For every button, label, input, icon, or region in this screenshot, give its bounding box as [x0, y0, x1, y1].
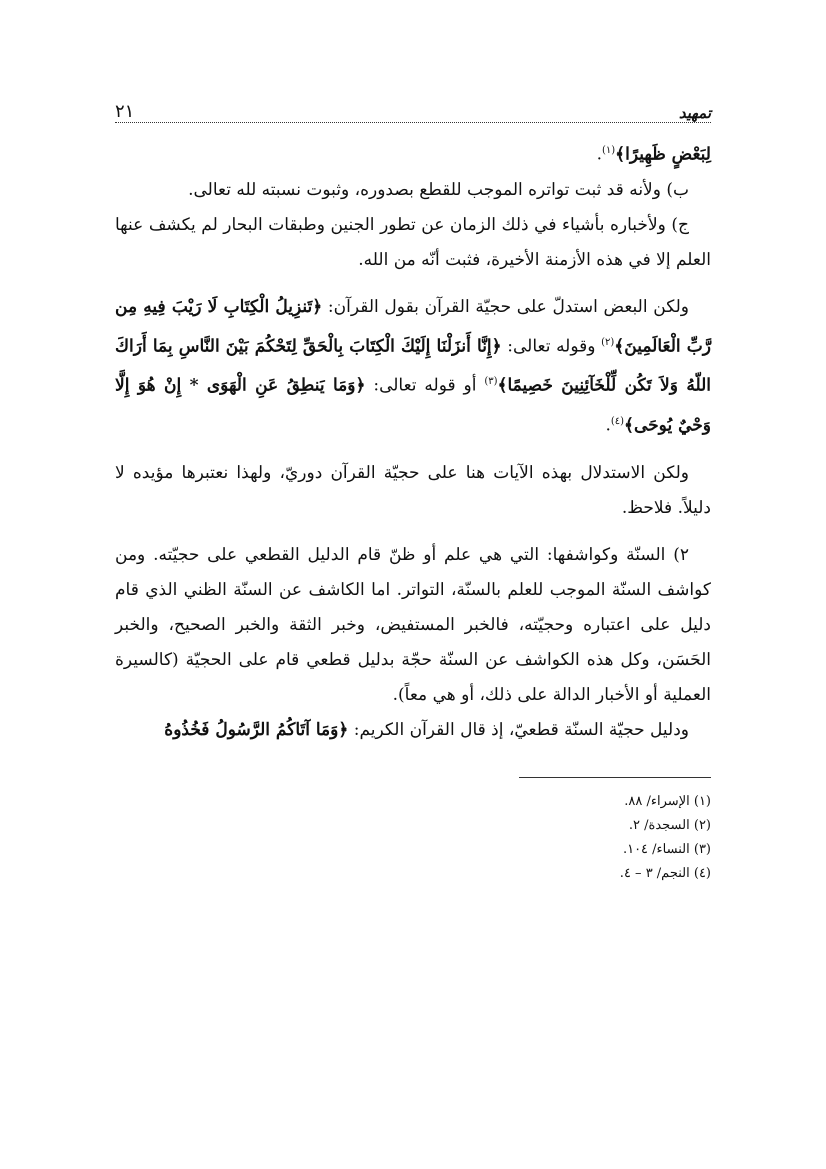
evidence-intro: ولكن البعض استدلّ على حجيّة القرآن بقول القرآن:	[322, 296, 689, 317]
footnote-2: (٢) السجدة/ ٢.	[628, 818, 711, 833]
line-end: .	[605, 415, 611, 436]
verse-continuation	[115, 133, 711, 173]
page-number: ٢١	[115, 101, 135, 122]
footnotes	[311, 790, 711, 886]
paragraph-proof	[115, 713, 711, 748]
verse-1: ﴿تَنزِيلُ الْكِتَابِ لَا رَيْبَ فِيهِ مِن رَّبِّ الْعَالَمِينَ﴾	[115, 296, 711, 357]
line-end: .	[596, 144, 602, 165]
verse-3: ﴿وَمَا يَنطِقُ عَنِ الْهَوَى * إِنْ هُوَ إِلَّا وَحْيٌ يُوحَى﴾	[115, 375, 711, 436]
or-his-saying: أو قوله تعالى:	[365, 375, 485, 396]
footnote-ref-3: (٣)	[484, 376, 498, 388]
paragraph-c: ج) ولأخباره بأشياء في ذلك الزمان عن تطور الجنين وطبقات البحار لم يكشف عنها العلم إلا في هذه الأزمنة الأخيرة، فثبت أنّه من الله.	[115, 214, 711, 270]
and-his-saying: وقوله تعالى:	[501, 336, 602, 357]
footnote-1: (١) الإسراء/ ٨٨.	[624, 794, 711, 809]
verse-2: ﴿إِنَّا أَنزَلْنَا إِلَيْكَ الْكِتَابَ بِالْحَقِّ لِتَحْكُمَ بَيْنَ النَّاسِ بِمَا أَرَاكَ اللّهُ وَلاَ تَكُن لِّلْخَآئِنِينَ خَصِيمًا﴾	[115, 336, 711, 396]
proof-intro: ودليل حجيّة السنّة قطعيّ، إذ قال القرآن الكريم:	[348, 719, 689, 740]
footnote-3: (٣) النساء/ ١٠٤.	[622, 842, 711, 857]
footnote-ref-2: (٢)	[601, 336, 615, 348]
verse-fragment: لِبَعْضٍ ظَهِيرًا﴾	[615, 144, 711, 165]
paragraph-b: ب) ولأنه قد ثبت تواتره الموجب للقطع بصدوره، وثبوت نسبته لله تعالى.	[188, 179, 689, 200]
paragraph-evidence	[115, 290, 711, 444]
running-header	[115, 92, 711, 123]
footnote-ref-1: (١)	[601, 145, 616, 156]
page-body	[115, 92, 711, 748]
header-title: تمهيد	[678, 104, 711, 122]
paragraph-circular: ولكن الاستدلال بهذه الآيات هنا على حجيّة القرآن دوريّ، ولهذا نعتبرها مؤيده لا دليلاً. فلاحظ.	[115, 462, 711, 518]
footnote-separator	[519, 777, 711, 778]
verse-4: ﴿وَمَا آتَاكُمُ الرَّسُولُ فَخُذُوهُ	[164, 719, 349, 740]
footnote-ref-4: (٤)	[610, 415, 625, 427]
paragraph-sunna: ٢) السنّة وكواشفها: التي هي علم أو ظنّ قام الدليل القطعي على حجيّته. ومن كواشف السنّة الموجب للعلم بالسنّة، التواتر. اما الكاشف عن السنّة الظني الذي قام دليل على اعتباره وحجيّته، فالخبر المستفيض، وخبر الثقة والخبر الصحيح، والخبر الحَسَن، وكل هذه الكواشف عن السنّة حجّة بدليل قطعي قام على الحجيّة (كالسيرة العملية أو الأخبار الدالة على ذلك، أو هي معاً).	[115, 544, 711, 705]
footnote-4: (٤) النجم/ ٣ – ٤.	[619, 866, 711, 881]
